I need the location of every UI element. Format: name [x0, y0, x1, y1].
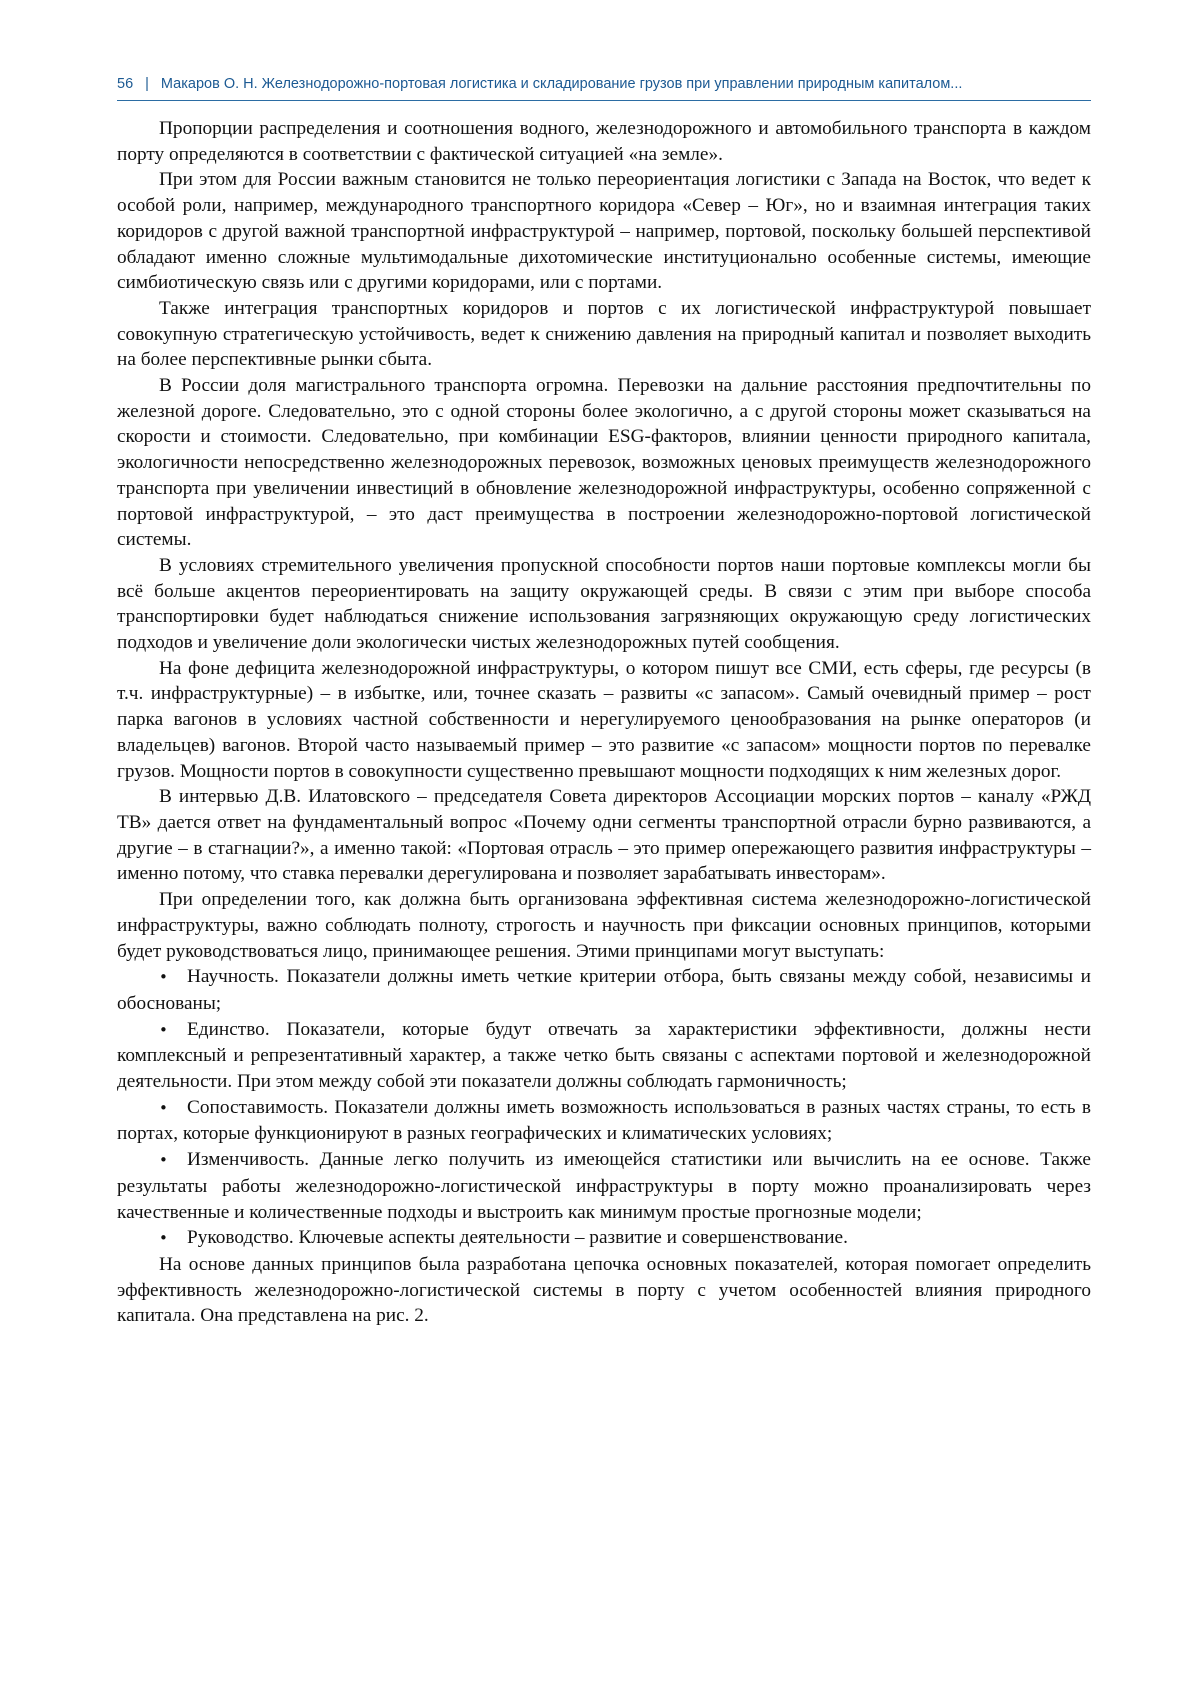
paragraph: В России доля магистрального транспорта огромна. Перевозки на дальние расстояния предпочтительны по железной дороге. Следовательно, это с одной стороны более экологично, а с другой стороны может сказываться на скорости и стоимости. Следовательно, при комбинации ESG-факторов, влиянии ценности природного капитала, экологичности непосредственно железнодорожных перевозок, возможных ценовых преимуществ железнодорожного транспорта при увеличении инвестиций в обновление железнодорожной инфраструктуры, особенно сопряженной с портовой инфраструктурой, – это даст преимущества в построении железнодорожно-портовой логистической системы. — [117, 375, 1091, 551]
list-item — [117, 1147, 1091, 1225]
closing-paragraph: На основе данных принципов была разработана цепочка основных показателей, которая помогает определить эффективность железнодорожно-логистической системы в порту с учетом особенностей влияния природного капитала. Она представлена на рис. 2. — [117, 1253, 1091, 1327]
paragraph: В условиях стремительного увеличения пропускной способности портов наши портовые комплексы могли бы всё больше акцентов переориентировать на защиту окружающей среды. В связи с этим при выборе способа транспортировки будет наблюдаться снижение использования загрязняющих окружающую среду логистических подходов и увеличение доли экологически чистых железнодорожных путей сообщения. — [117, 554, 1091, 654]
bullet-icon: • — [159, 1098, 168, 1117]
list-item-text: Сопоставимость. Показатели должны иметь возможность использоваться в разных частях страны, то есть в портах, которые функционируют в разных географических и климатических условиях; — [117, 1096, 1091, 1145]
paragraph: При определении того, как должна быть организована эффективная система железнодорожно-логистической инфраструктуры, важно соблюдать полноту, строгость и научность при фиксации основных принципов, которыми будет руководствоваться лицо, принимающее решения. Этими принципами могут выступать: — [117, 889, 1091, 962]
paragraph: В интервью Д.В. Илатовского – председателя Совета директоров Ассоциации морских портов – каналу «РЖД ТВ» дается ответ на фундаментальный вопрос «Почему одни сегменты транспортной отрасли бурно развиваются, а другие – в стагнации?», а именно такой: «Портовая отрасль – это пример опережающего развития инфраструктуры – именно потому, что ставка перевалки дерегулирована и позволяет зарабатывать инвесторам». — [117, 786, 1091, 885]
list-item — [117, 1225, 1091, 1252]
page-number: 56 — [117, 76, 134, 92]
paragraph: На фоне дефицита железнодорожной инфраструктуры, о котором пишут все СМИ, есть сферы, где ресурсы (в т.ч. инфраструктурные) – в избытке, или, точнее сказать – развиты «с запасом». Самый очевидный пример – рост парка вагонов в условиях частной собственности и нерегулируемого ценообразования на рынке операторов (и владельцев) вагонов. Второй часто называемый пример – это развитие «с запасом» мощности портов по перевалке грузов. Мощности портов в совокупности существенно превышают мощности подходящих к ним железных дорог. — [117, 657, 1091, 782]
article-body — [117, 116, 1091, 1329]
list-item-text: Единство. Показатели, которые будут отвечать за характеристики эффективности, должны нести комплексный и репрезентативный характер, а также четко быть связаны с аспектами портовой и железнодорожной деятельности. При этом между собой эти показатели должны соблюдать гармоничность; — [117, 1018, 1091, 1093]
paragraph: Пропорции распределения и соотношения водного, железнодорожного и автомобильного транспорта в каждом порту определяются в соответствии с фактической ситуацией «на земле». — [117, 118, 1091, 165]
bullet-icon: • — [159, 1229, 168, 1248]
paragraph: Также интеграция транспортных коридоров и портов с их логистической инфраструктурой повышает совокупную стратегическую устойчивость, ведет к снижению давления на природный капитал и позволяет выходить на более перспективные рынки сбыта. — [117, 297, 1091, 371]
list-item — [117, 964, 1091, 1016]
header-divider — [117, 100, 1091, 101]
bullet-icon: • — [159, 1151, 168, 1170]
bullet-icon: • — [159, 1020, 168, 1039]
running-header — [117, 70, 1091, 98]
bullet-icon: • — [159, 968, 168, 987]
header-separator: | — [145, 76, 149, 92]
running-title: Макаров О. Н. Железнодорожно-портовая логистика и складирование грузов при управлении природным капиталом... — [160, 76, 963, 92]
list-item-text: Руководство. Ключевые аспекты деятельности – развитие и совершенствование. — [187, 1227, 848, 1249]
paragraph: При этом для России важным становится не только переориентация логистики с Запада на Восток, что ведет к особой роли, например, международного транспортного коридора «Север – Юг», но и взаимная интеграция таких коридоров с другой важной транспортной инфраструктурой – например, портовой, поскольку большей перспективой обладают именно сложные мультимодальные дихотомические институционально особенные системы, имеющие симбиотическую связь или с другими коридорами, или с портами. — [117, 169, 1091, 294]
list-item-text: Изменчивость. Данные легко получить из имеющейся статистики или вычислить на ее основе. Также результаты работы железнодорожно-логистической инфраструктуры в порту можно проанализировать через качественные и количественные подходы и выстроить как минимум простые прогнозные модели; — [117, 1149, 1091, 1223]
list-item — [117, 1095, 1091, 1147]
list-item-text: Научность. Показатели должны иметь четкие критерии отбора, быть связаны между собой, независимы и обоснованы; — [117, 966, 1091, 1014]
list-item — [117, 1017, 1091, 1095]
